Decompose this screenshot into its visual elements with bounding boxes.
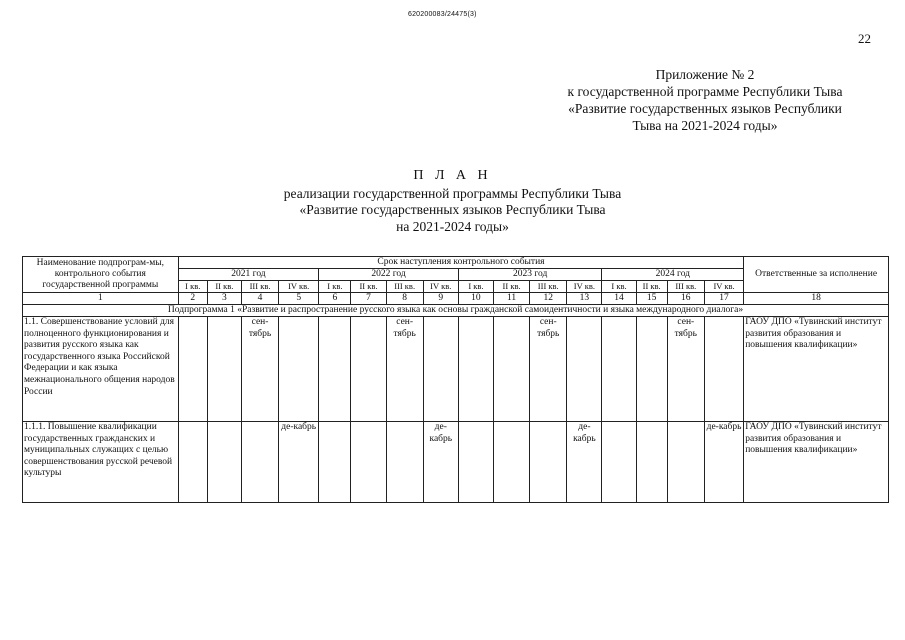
quarter-header: II кв. bbox=[636, 281, 667, 293]
quarter-header: I кв. bbox=[319, 281, 351, 293]
column-number: 1 bbox=[23, 293, 179, 305]
column-number: 14 bbox=[602, 293, 636, 305]
deadline-cell: сен-тябрь bbox=[530, 317, 567, 422]
column-number: 4 bbox=[241, 293, 278, 305]
deadline-cell bbox=[279, 317, 319, 422]
column-number: 5 bbox=[279, 293, 319, 305]
plan-subtitle-line: реализации государственной программы Республики Тыва bbox=[283, 185, 622, 201]
quarter-header: IV кв. bbox=[567, 281, 602, 293]
deadline-cell bbox=[178, 422, 207, 503]
quarter-header: I кв. bbox=[178, 281, 207, 293]
appendix-line: Приложение № 2 bbox=[655, 67, 755, 82]
deadline-cell bbox=[636, 422, 667, 503]
deadline-cell bbox=[494, 422, 530, 503]
deadline-cell bbox=[386, 422, 423, 503]
deadline-cell bbox=[667, 422, 704, 503]
deadline-cell bbox=[207, 422, 241, 503]
appendix-block bbox=[545, 66, 865, 134]
column-number: 16 bbox=[667, 293, 704, 305]
column-number: 15 bbox=[636, 293, 667, 305]
header-name-column: Наименование подпрограм-мы, контрольного события государственной программы bbox=[23, 257, 179, 293]
column-number: 8 bbox=[386, 293, 423, 305]
page-number: 22 bbox=[858, 31, 871, 46]
deadline-cell bbox=[241, 422, 278, 503]
quarter-header: III кв. bbox=[667, 281, 704, 293]
column-number: 17 bbox=[704, 293, 743, 305]
deadline-cell bbox=[704, 317, 743, 422]
appendix-line: Тыва на 2021-2024 годы» bbox=[632, 118, 778, 133]
quarter-header: II кв. bbox=[207, 281, 241, 293]
column-number: 10 bbox=[458, 293, 493, 305]
plan-heading bbox=[200, 168, 705, 235]
plan-table bbox=[22, 256, 889, 503]
quarter-header: IV кв. bbox=[279, 281, 319, 293]
plan-subtitle-line: на 2021-2024 годы» bbox=[396, 218, 509, 234]
plan-title: П Л А Н bbox=[413, 168, 492, 183]
deadline-cell: де-кабрь bbox=[704, 422, 743, 503]
column-number: 12 bbox=[530, 293, 567, 305]
plan-subtitle-line: «Развитие государственных языков Республики Тыва bbox=[299, 202, 606, 217]
column-number: 9 bbox=[423, 293, 458, 305]
deadline-cell bbox=[636, 317, 667, 422]
year-header-2021: 2021 год bbox=[178, 269, 319, 281]
column-number: 18 bbox=[744, 293, 889, 305]
quarter-header: II кв. bbox=[351, 281, 386, 293]
document-code: 620200083/24475(3) bbox=[408, 11, 477, 18]
table-row bbox=[23, 422, 889, 503]
deadline-cell bbox=[351, 317, 386, 422]
column-number: 2 bbox=[178, 293, 207, 305]
quarter-header: I кв. bbox=[602, 281, 636, 293]
quarter-header: I кв. bbox=[458, 281, 493, 293]
deadline-cell bbox=[319, 317, 351, 422]
appendix-line: к государственной программе Республики Тыва bbox=[567, 84, 843, 99]
responsible-cell: ГАОУ ДПО «Тувинский институт развития образования и повышения квалификации» bbox=[744, 317, 889, 422]
column-number: 3 bbox=[207, 293, 241, 305]
quarter-header: IV кв. bbox=[704, 281, 743, 293]
responsible-cell: ГАОУ ДПО «Тувинский институт развития образования и повышения квалификации» bbox=[744, 422, 889, 503]
deadline-cell bbox=[494, 317, 530, 422]
deadline-cell bbox=[458, 317, 493, 422]
column-number: 11 bbox=[494, 293, 530, 305]
event-name: 1.1. Совершенствование условий для полноценного функционирования и развития русского языка как государственного языка Российской Федерации и как языка межнационального общения народов России bbox=[23, 317, 179, 422]
quarter-header: III кв. bbox=[530, 281, 567, 293]
event-name: 1.1.1. Повышение квалификации государственных гражданских и муниципальных служащих с целью совершенствования русской речевой культуры bbox=[23, 422, 179, 503]
deadline-cell bbox=[207, 317, 241, 422]
year-header-2023: 2023 год bbox=[458, 269, 602, 281]
deadline-cell: де-кабрь bbox=[423, 422, 458, 503]
deadline-cell bbox=[423, 317, 458, 422]
quarter-header: II кв. bbox=[494, 281, 530, 293]
quarter-header: III кв. bbox=[386, 281, 423, 293]
deadline-cell bbox=[351, 422, 386, 503]
year-header-2022: 2022 год bbox=[319, 269, 459, 281]
year-header-2024: 2024 год bbox=[602, 269, 744, 281]
header-term-column: Срок наступления контрольного события bbox=[178, 257, 744, 269]
header-responsible-column: Ответственные за исполнение bbox=[744, 257, 889, 293]
appendix-line: «Развитие государственных языков Республики bbox=[568, 101, 842, 116]
quarter-header: IV кв. bbox=[423, 281, 458, 293]
deadline-cell bbox=[602, 422, 636, 503]
subprogram-title: Подпрограмма 1 «Развитие и распространение русского языка как основы гражданской самоидентичности и языка международного диалога» bbox=[23, 305, 889, 317]
column-number: 6 bbox=[319, 293, 351, 305]
deadline-cell: сен-тябрь bbox=[386, 317, 423, 422]
deadline-cell: сен-тябрь bbox=[241, 317, 278, 422]
deadline-cell bbox=[178, 317, 207, 422]
deadline-cell: сен-тябрь bbox=[667, 317, 704, 422]
deadline-cell bbox=[530, 422, 567, 503]
deadline-cell: де-кабрь bbox=[279, 422, 319, 503]
deadline-cell bbox=[602, 317, 636, 422]
column-number: 13 bbox=[567, 293, 602, 305]
quarter-header: III кв. bbox=[241, 281, 278, 293]
deadline-cell: де-кабрь bbox=[567, 422, 602, 503]
column-number: 7 bbox=[351, 293, 386, 305]
deadline-cell bbox=[319, 422, 351, 503]
deadline-cell bbox=[567, 317, 602, 422]
table-row bbox=[23, 317, 889, 422]
deadline-cell bbox=[458, 422, 493, 503]
